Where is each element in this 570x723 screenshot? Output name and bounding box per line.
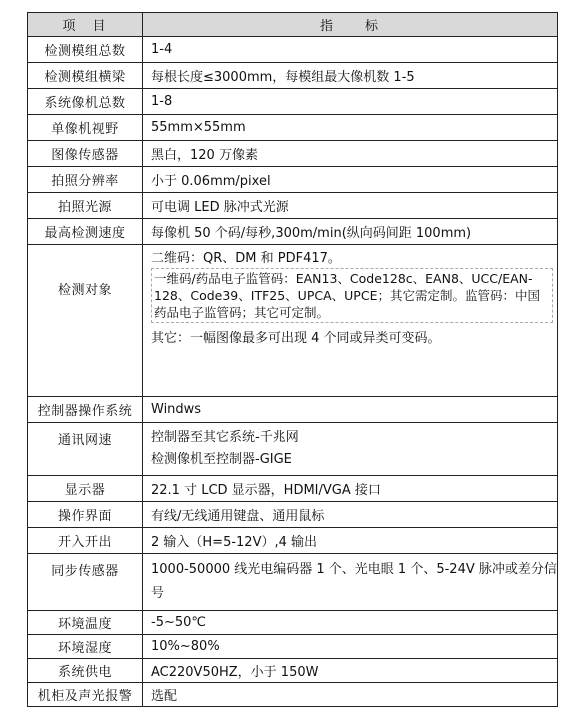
row-value: 55mm×55mm xyxy=(143,115,558,141)
header-spec: 指 标 xyxy=(143,13,558,37)
comm-line-1: 控制器至其它系统-千兆网 xyxy=(151,430,299,445)
row-value: -5~50℃ xyxy=(143,611,558,635)
row-value xyxy=(143,423,558,476)
row-label: 环境湿度 xyxy=(28,635,143,659)
table-row xyxy=(28,528,558,554)
table-row-sync xyxy=(28,554,558,611)
row-value: 10%~80% xyxy=(143,635,558,659)
row-label: 检测模组总数 xyxy=(28,37,143,63)
table-row xyxy=(28,219,558,245)
row-value: 1-4 xyxy=(143,37,558,63)
spec-table xyxy=(27,12,558,707)
table-row xyxy=(28,167,558,193)
row-label: 系统像机总数 xyxy=(28,89,143,115)
row-label: 图像传感器 xyxy=(28,141,143,167)
row-label: 检测对象 xyxy=(28,245,143,397)
row-value: 每像机 50 个码/每秒,300m/min(纵向码间距 100mm) xyxy=(143,219,558,245)
table-row xyxy=(28,89,558,115)
row-value: 1-8 xyxy=(143,89,558,115)
row-value xyxy=(143,245,558,397)
table-row xyxy=(28,611,558,635)
row-label: 同步传感器 xyxy=(28,554,143,611)
table-row-comm xyxy=(28,423,558,476)
table-row xyxy=(28,115,558,141)
row-label: 显示器 xyxy=(28,476,143,502)
row-label: 通讯网速 xyxy=(28,423,143,476)
row-value: 黑白，120 万像素 xyxy=(143,141,558,167)
detect-object-other: 其它：一幅图像最多可出现 4 个同或异类可变码。 xyxy=(151,331,441,346)
table-row-detect-object xyxy=(28,245,558,397)
row-label: 系统供电 xyxy=(28,659,143,683)
row-label: 单像机视野 xyxy=(28,115,143,141)
row-value: 小于 0.06mm/pixel xyxy=(143,167,558,193)
table-row xyxy=(28,502,558,528)
row-label: 机柜及声光报警 xyxy=(28,683,143,707)
table-header-row xyxy=(28,13,558,37)
row-label: 最高检测速度 xyxy=(28,219,143,245)
comm-line-2: 检测像机至控制器-GIGE xyxy=(151,452,292,467)
detect-object-2d: 二维码：QR、DM 和 PDF417。 xyxy=(151,251,341,266)
row-value: 2 输入（H=5-12V）,4 输出 xyxy=(143,528,558,554)
row-label: 检测模组横梁 xyxy=(28,63,143,89)
table-row xyxy=(28,141,558,167)
row-label: 操作界面 xyxy=(28,502,143,528)
table-row xyxy=(28,397,558,423)
row-value: 1000-50000 线光电编码器 1 个、光电眼 1 个、5-24V 脉冲或差分信号 xyxy=(143,554,558,611)
row-value: 选配 xyxy=(143,683,558,707)
row-value: 22.1 寸 LCD 显示器，HDMI/VGA 接口 xyxy=(143,476,558,502)
row-value: AC220V50HZ，小于 150W xyxy=(143,659,558,683)
row-label: 拍照光源 xyxy=(28,193,143,219)
table-row xyxy=(28,635,558,659)
table-row xyxy=(28,37,558,63)
row-label: 拍照分辨率 xyxy=(28,167,143,193)
table-row xyxy=(28,193,558,219)
row-label: 开入开出 xyxy=(28,528,143,554)
row-value: 有线/无线通用键盘、通用鼠标 xyxy=(143,502,558,528)
row-value: 每根长度≤3000mm，每模组最大像机数 1-5 xyxy=(143,63,558,89)
row-value: 可电调 LED 脉冲式光源 xyxy=(143,193,558,219)
table-row xyxy=(28,63,558,89)
row-value: Windws xyxy=(143,397,558,423)
table-row xyxy=(28,683,558,707)
row-label: 环境温度 xyxy=(28,611,143,635)
detect-object-1d: 一维码/药品电子监管码：EAN13、Code128c、EAN8、UCC/EAN-128、Code39、ITF25、UPCA、UPCE；其它需定制。监管码：中国药品电子监管码；其它可定制。 xyxy=(151,268,553,323)
table-row xyxy=(28,476,558,502)
header-item: 项 目 xyxy=(28,13,143,37)
row-label: 控制器操作系统 xyxy=(28,397,143,423)
table-row xyxy=(28,659,558,683)
